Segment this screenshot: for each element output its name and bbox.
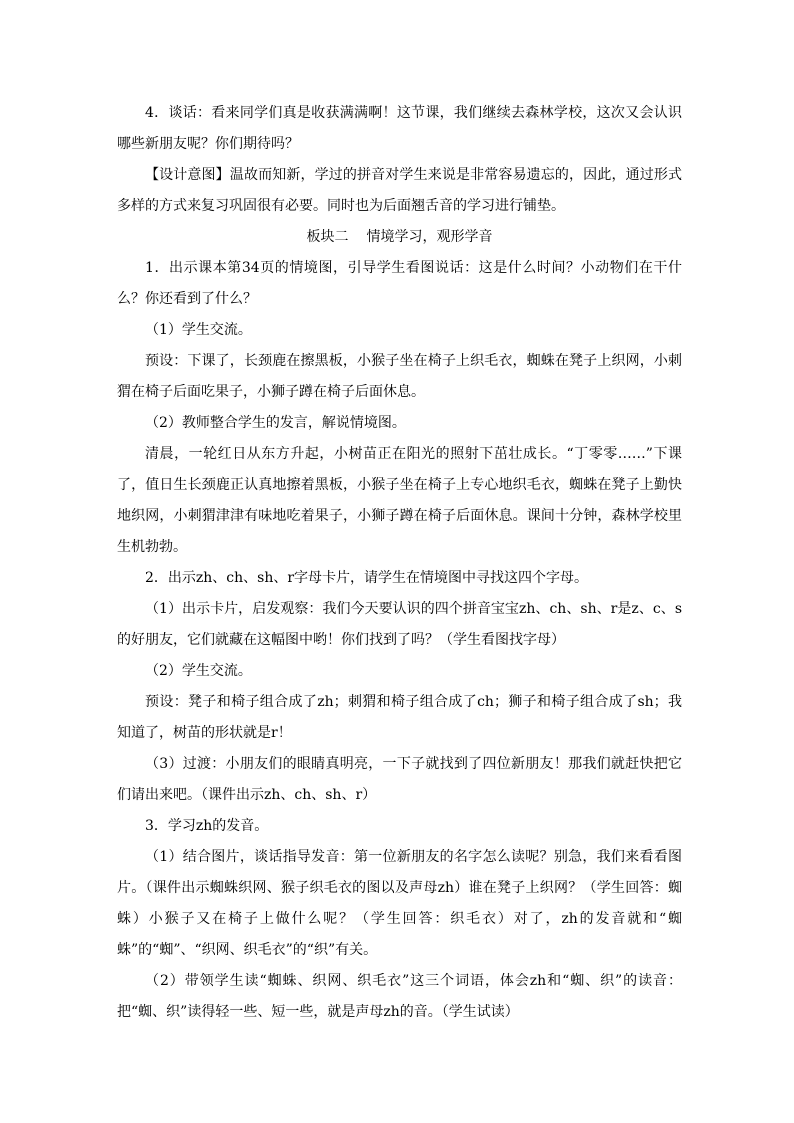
paragraph-step-2-1: （1）出示卡片，启发观察：我们今天要认识的四个拼音宝宝zh、ch、sh、r是z、c、s的好朋友，它们就藏在这幅图中哟！你们找到了吗？（学生看图找字母）	[117, 601, 682, 648]
paragraph-step-2-3: （3）过渡：小朋友们的眼睛真明亮，一下子就找到了四位新朋友！那我们就赶快把它们请出来吧。（课件出示zh、ch、sh、r）	[117, 756, 682, 803]
paragraph-step-3-2: （2）带领学生读“蜘蛛、织网、织毛衣”这三个词语，体会zh和“蜘、织”的读音：把“蜘、织”读得轻一些、短一些，就是声母zh的音。（学生试读）	[117, 973, 682, 1020]
paragraph-step-3: 3．学习zh的发音。	[145, 818, 269, 834]
paragraph-talk: 4．谈话：看来同学们真是收获满满啊！这节课，我们继续去森林学校，这次又会认识哪些新朋友呢？你们期待吗？	[117, 105, 682, 152]
paragraph-step-2-2: （2）学生交流。	[145, 663, 252, 679]
section-heading-label: 板块二	[306, 229, 349, 245]
document-body	[117, 98, 682, 1028]
paragraph-step-2: 2．出示zh、ch、sh、r字母卡片，请学生在情境图中寻找这四个字母。	[145, 570, 589, 586]
paragraph-step-3-1: （1）结合图片，谈话指导发音：第一位新朋友的名字怎么读呢？别急，我们来看看图片。（课件出示蜘蛛织网、猴子织毛衣的图以及声母zh）谁在凳子上织网？（学生回答：蜘蛛）小猴子又在椅子上做什么呢？（学生回答：织毛衣）对了，zh的发音就和“蜘蛛”的“蜘”、“织网、织毛衣”的“织”有关。	[117, 849, 682, 958]
paragraph-design-intent: 【设计意图】温故而知新，学过的拼音对学生来说是非常容易遗忘的，因此，通过形式多样的方式来复习巩固很有必要。同时也为后面翘舌音的学习进行铺垫。	[117, 167, 682, 214]
paragraph-preset-1: 预设：下课了，长颈鹿在擦黑板，小猴子坐在椅子上织毛衣，蜘蛛在凳子上织网，小刺猬在椅子后面吃果子，小狮子蹲在椅子后面休息。	[117, 353, 682, 400]
paragraph-scene-description: 清晨，一轮红日从东方升起，小树苗正在阳光的照射下茁壮成长。“丁零零……”下课了，值日生长颈鹿正认真地擦着黑板，小猴子坐在椅子上专心地织毛衣，蜘蛛在凳子上勤快地织网，小刺猬津津有味地吃着果子，小狮子蹲在椅子后面休息。课间十分钟，森林学校里生机勃勃。	[117, 446, 682, 555]
section-heading	[117, 222, 682, 253]
paragraph-step-1-1: （1）学生交流。	[145, 322, 252, 338]
section-heading-title: 情境学习，观形学音	[366, 229, 493, 245]
paragraph-step-1: 1．出示课本第34页的情境图，引导学生看图说话：这是什么时间？小动物们在干什么？你还看到了什么？	[117, 260, 682, 307]
paragraph-step-1-2: （2）教师整合学生的发言，解说情境图。	[145, 415, 406, 431]
paragraph-preset-2: 预设：凳子和椅子组合成了zh；刺猬和椅子组合成了ch；狮子和椅子组合成了sh；我知道了，树苗的形状就是r！	[117, 694, 682, 741]
